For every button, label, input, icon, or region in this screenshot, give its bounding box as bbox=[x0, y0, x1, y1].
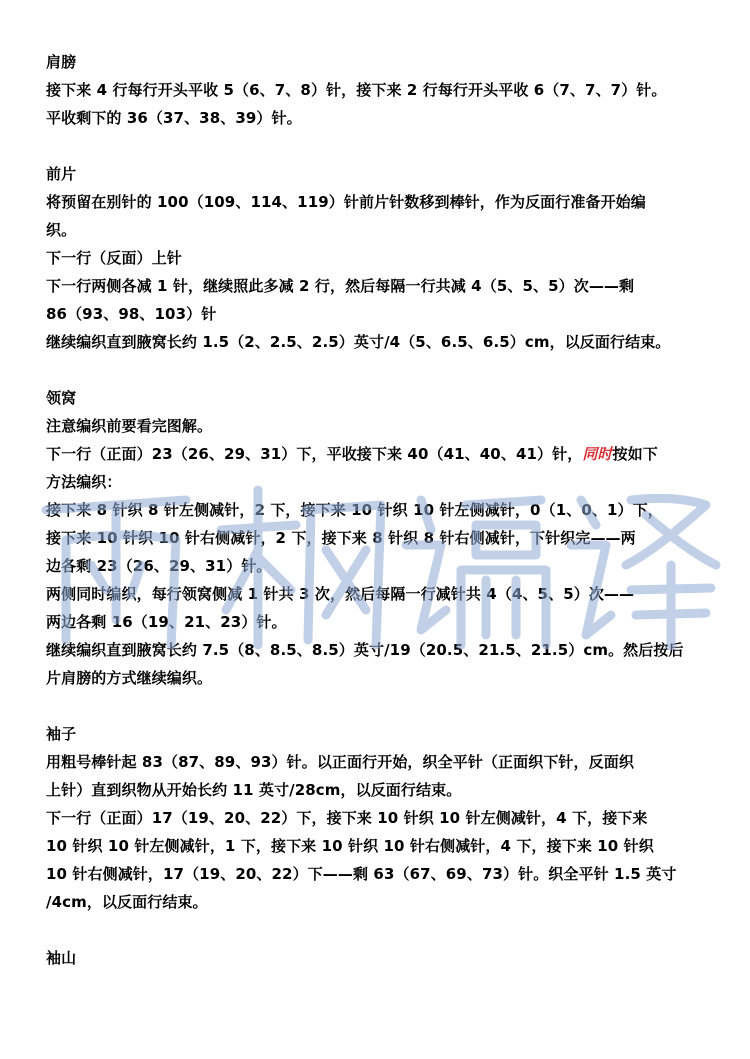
paragraph-line: /4cm，以反面行结束。 bbox=[46, 893, 208, 911]
highlight-simultaneously: 同时 bbox=[582, 445, 613, 463]
paragraph-line: 接下来 4 行每行开头平收 5（6、7、8）针，接下来 2 行每行开头平收 6（7、7、7）针。 bbox=[46, 81, 667, 99]
paragraph-line: 边各剩 23（26、29、31）针。 bbox=[46, 557, 272, 575]
section-spacer bbox=[46, 916, 711, 944]
paragraph-line: 将预留在别针的 100（109、114、119）针前片针数移到棒针，作为反面行准备开始编 bbox=[46, 193, 646, 211]
paragraph-line: 方法编织： bbox=[46, 473, 122, 491]
paragraph-line: 平收剩下的 36（37、38、39）针。 bbox=[46, 109, 302, 127]
section-spacer bbox=[46, 692, 711, 720]
paragraph-line: 片肩膀的方式继续编织。 bbox=[46, 669, 213, 687]
paragraph-line: 两侧同时编织，每行领窝侧减 1 针共 3 次，然后每隔一行减针共 4（4、5、5）次—— bbox=[46, 585, 635, 603]
paragraph-line: 继续编织直到腋窝长约 7.5（8、8.5、8.5）英寸/19（20.5、21.5、21.5）cm。然后按后 bbox=[46, 641, 684, 659]
neck-row-after: 按如下 bbox=[612, 445, 658, 463]
paragraph-line: 10 针织 10 针左侧减针，1 下，接下来 10 针织 10 针右侧减针，4 下，接下来 10 针织 bbox=[46, 837, 654, 855]
paragraph-line: 两边各剩 16（19、21、23）针。 bbox=[46, 613, 287, 631]
paragraph-line: 织。 bbox=[46, 221, 77, 239]
paragraph-line: 下一行两侧各减 1 针，继续照此多减 2 行，然后每隔一行共减 4（5、5、5）次——剩 bbox=[46, 277, 635, 295]
section-heading-sleeve-cap: 袖山 bbox=[46, 949, 77, 967]
paragraph-line: 用粗号棒针起 83（87、89、93）针。以正面行开始，织全平针（正面织下针，反面织 bbox=[46, 753, 634, 771]
neck-row-line bbox=[46, 440, 711, 468]
section-spacer bbox=[46, 132, 711, 160]
paragraph-line: 下一行（反面）上针 bbox=[46, 249, 182, 267]
paragraph-line: 86（93、98、103）针 bbox=[46, 305, 217, 323]
paragraph-line: 接下来 8 针织 8 针左侧减针，2 下，接下来 10 针织 10 针左侧减针，0（1、0、1）下， bbox=[46, 501, 663, 519]
paragraph-line: 下一行（正面）17（19、20、22）下，接下来 10 针织 10 针左侧减针，4 下，接下来 bbox=[46, 809, 648, 827]
paragraph-line: 注意编织前要看完图解。 bbox=[46, 417, 213, 435]
section-heading-front: 前片 bbox=[46, 165, 77, 183]
paragraph-line: 10 针右侧减针，17（19、20、22）下——剩 63（67、69、73）针。织全平针 1.5 英寸 bbox=[46, 865, 677, 883]
paragraph-line: 上针）直到织物从开始长约 11 英寸/28cm，以反面行结束。 bbox=[46, 781, 462, 799]
neck-row-before: 下一行（正面）23（26、29、31）下，平收接下来 40（41、40、41）针， bbox=[46, 445, 583, 463]
document-body bbox=[46, 48, 711, 972]
paragraph-line: 接下来 10 针织 10 针右侧减针，2 下，接下来 8 针织 8 针右侧减针，下针织完——两 bbox=[46, 529, 636, 547]
paragraph-line: 继续编织直到腋窝长约 1.5（2、2.5、2.5）英寸/4（5、6.5、6.5）cm，以反面行结束。 bbox=[46, 333, 671, 351]
section-heading-shoulder: 肩膀 bbox=[46, 53, 77, 71]
section-heading-neckline: 领窝 bbox=[46, 389, 77, 407]
section-heading-sleeve: 袖子 bbox=[46, 725, 77, 743]
section-spacer bbox=[46, 356, 711, 384]
